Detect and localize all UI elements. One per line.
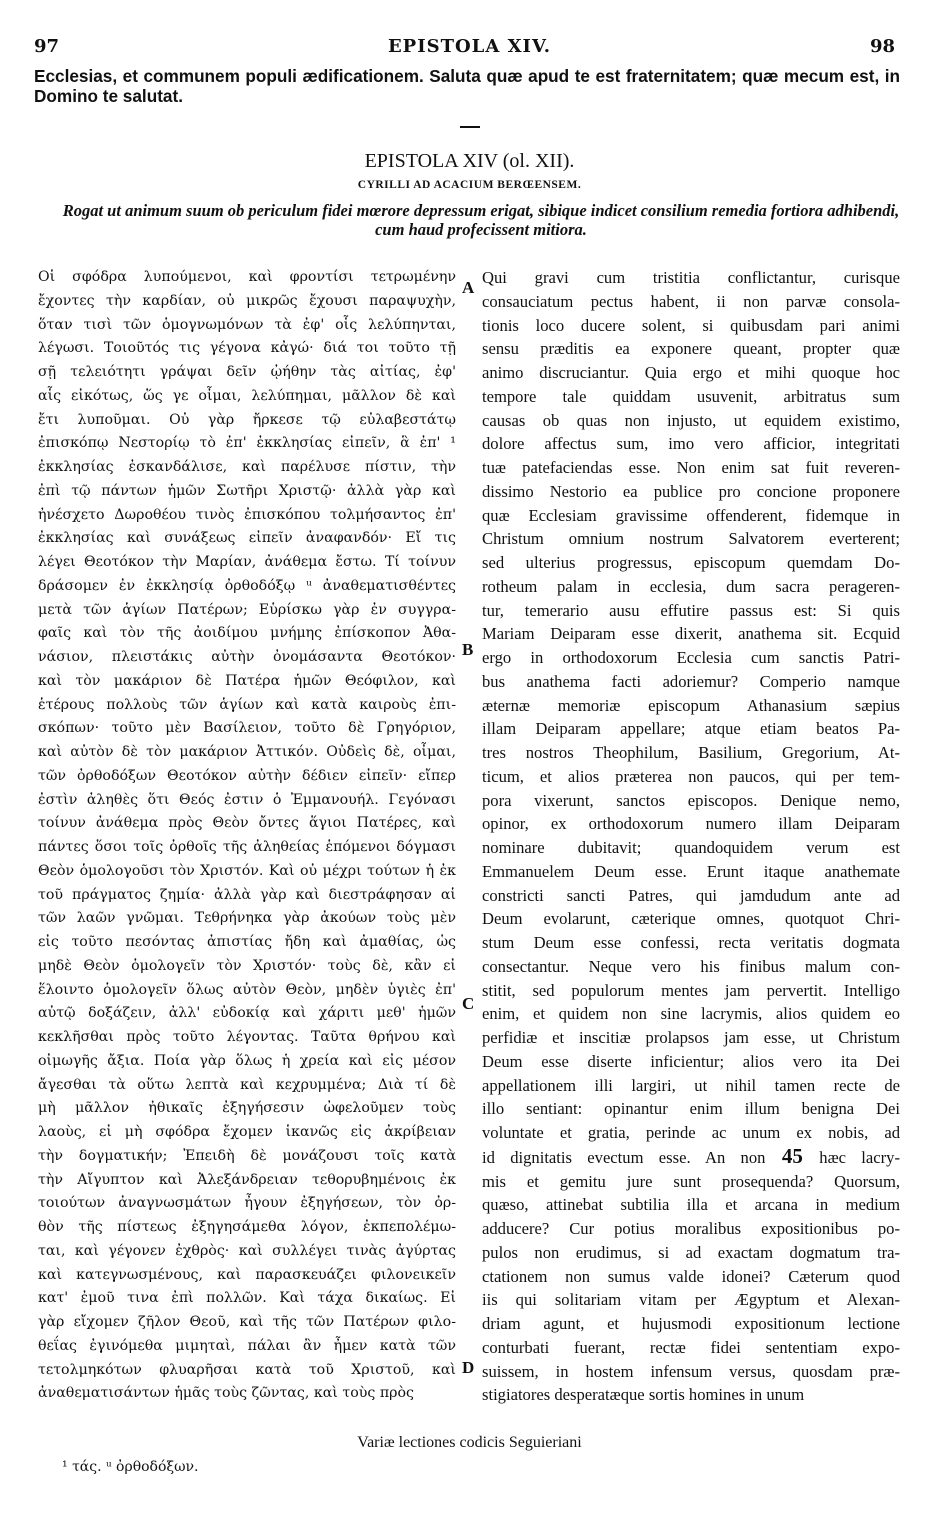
greek-text-line: ἕλοιντο ὁμολογεῖν ὅλως αὐτὸν Θεὸν, μηδὲν ὑγιὲς ἐπ' [38, 981, 456, 998]
latin-text-line: consectantur. Neque vero his finibus malum con- [482, 956, 900, 976]
greek-text-line: τὴν Αἴγυπτον καὶ Ἀλεξάνδρειαν τεθορυβημένοις ἐκ [38, 1171, 456, 1188]
greek-text-line: ἐπὶ τῷ πάντων ἡμῶν Σωτῆρι Χριστῷ· ἀλλὰ γὰρ καὶ [38, 482, 456, 499]
column-number-marker: 45 [765, 1143, 820, 1168]
greek-text-line: καὶ τὸν μακάριον δὲ Πατέρα ἡμῶν Θεόφιλον, καὶ [38, 672, 456, 689]
greek-text-line: ἀναθεματισάντων ἡμᾶς τοὺς ζῶντας, καὶ τοὺς πρὸς [38, 1385, 414, 1402]
page-number-right: 98 [869, 36, 895, 57]
greek-text-line: οἰμωγῆς ἄξια. Ποία γὰρ ὅλως ἡ χρεία καὶ εἰς μέσον [38, 1052, 456, 1069]
greek-text-line: τοιούτων ἀναγνωσμάτων ἦγουν ἐξηγήσεων, τὸν ὀρ- [38, 1195, 456, 1212]
latin-text-line: constricti sancti Patres, qui jamdudum ante ad [482, 885, 900, 905]
latin-text-line: voluntate et gratia, perinde ac unum ex nobis, ad [482, 1123, 900, 1142]
greek-text-line: τὴν δογματικήν; Ἐπειδὴ δὲ μονάζουσι τοῖς κατὰ [38, 1147, 456, 1164]
greek-text-line: θεΐας ἐγινόμεθα μιμηταὶ, πάλαι ἂν ἦμεν κατὰ τῶν [38, 1337, 456, 1354]
greek-text-line: ἠνέσχετο Δωροθέου τινὸς ἐπισκόπου τολμήσαντος ἐπ' [38, 506, 456, 523]
greek-text-line: ἔχοντες τὴν καρδίαν, οὐ μικρῶς ἔχουσι παραψυχὴν, [38, 292, 456, 309]
greek-text-line: ὅταν τισὶ τῶν ὁμογνωμόνων τὰ ἐφ' οἷς λελύπηνται, [38, 316, 456, 333]
greek-text-line: ἐκκλησίας καὶ συνάξεως εἰπεῖν ἀναφανδόν· Εἴ τις [38, 530, 456, 547]
greek-text-line: καὶ αὐτὸν δὲ τὸν μακάριον Ἀττικόν. Οὐδεὶς δὲ, οἶμαι, [38, 744, 456, 760]
greek-text-line: γὰρ εἴχομεν ζῆλον Θεοῦ, καὶ τῆς τῶν Πατέρων φιλο- [38, 1314, 456, 1330]
greek-text-line: αὐτῷ δοξάζειν, ἀλλ' εὐδοκίᾳ καὶ χάριτι μεθ' ἡμῶν [38, 1005, 456, 1022]
latin-text-line: mis et gemitu jure sunt prosequenda? Quorsum, [482, 1171, 900, 1191]
greek-text-line: φαῖς καὶ τὸν τῆς ἀοιδίμου μνήμης ἐπίσκοπον Ἀθα- [38, 625, 456, 642]
latin-text-line: tres nostros Theophilum, Basilium, Gregorium, At- [482, 743, 900, 762]
greek-text-line: ἐκκλησίας ἐσκανδάλισε, καὶ παρέλυσε πίστιν, τὴν [38, 459, 456, 475]
latin-text-line: stitit, sed populorum mentes jam pervertit. Intelligo [482, 980, 900, 1000]
greek-text-line: τοῦ πράγματος ζημία· ἀλλὰ γὰρ καὶ διεστράφησαν αἱ [38, 886, 456, 903]
latin-text-line: illo sentiant: opinantur enim illum benigna Dei [482, 1099, 900, 1119]
footnotes-header: Variæ lectiones codicis Seguieriani [357, 1434, 582, 1451]
latin-text-line: enim, et quidem non sine lacrymis, alios quidem eo [482, 1004, 900, 1024]
greek-text-line: Οἱ σφόδρα λυπούμενοι, καὶ φροντίσι τετρωμένην [38, 269, 456, 285]
latin-text-line: tuæ patefaciendas esse. Non enim sat fuit reveren- [482, 458, 900, 477]
latin-text-line: stigiatores desperatæque sortis homines in unum [482, 1385, 805, 1405]
greek-text-line: ἐστὶν ἀληθὲς ὅτι Θεός ἐστιν ὁ Ἐμμανουήλ. Γεγόνασι [38, 791, 456, 808]
margin-letter-a: A [462, 278, 475, 297]
latin-text-line: ergo in orthodoxorum Ecclesia cum sanctis Patri- [482, 648, 900, 667]
greek-text-line: ἐπισκόπῳ Νεστορίῳ τὸ ἐπ' ἐκκλησίας εἰπεῖν, ἃ ἐπ' ¹ [38, 435, 456, 452]
latin-text-line: bus anathema facti adoriemur? Comperio namque [482, 671, 900, 691]
latin-text-line: Emmanuelem Deum esse. Erunt itaque anathemate [482, 861, 900, 881]
latin-text-line: Deum esse diserte inficientur; alios vero ita Dei [482, 1051, 900, 1071]
latin-text-line: Christum omnium nostrum Salvatorem everterent; [482, 529, 900, 549]
latin-text-line: rotheum palam in ecclesia, dum sacra perageren- [482, 576, 900, 596]
latin-text-line: Mariam Deiparam esse dixerit, anathema sit. Ecquid [482, 624, 900, 644]
greek-text-line: δράσομεν ἐν ἐκκλησίᾳ ὀρθοδόξῳ ᵘ ἀναθεματισθέντες [38, 577, 456, 594]
latin-text-line: animo discruciantur. Quia ergo et mihi quoque hoc [482, 363, 900, 382]
greek-text-line: τοίνυν ἀνάθεμα πρὸς Θεὸν ὄντες ἅγιοι Πατέρες, καὶ [38, 815, 456, 832]
latin-text-line: Deum evolarunt, cæterique omnes, quotquot Chri- [482, 909, 900, 929]
running-head: EPISTOLA XIV. [387, 36, 552, 57]
greek-text-line: ἄγεσθαι τὰ οὕτω λεπτὰ καὶ κεχρυμμένα; Διὰ τί δὲ [38, 1076, 456, 1093]
latin-text-line: dissimo Nestorio ea publice pro concione proponere [482, 481, 900, 501]
latin-text-line: tionis loco ducere solent, si quibusdam pari animi [482, 315, 900, 335]
latin-text-line: ctationem non sumus valde idonei? Cæterum quod [482, 1266, 900, 1286]
argument-summary: Rogat ut animum suum ob periculum fidei mœrore depressum erigat, sibique indicet consilium remedia fortiora adhibendi, cum haud profecissent mitiora. [62, 201, 900, 239]
margin-letter-b: B [462, 640, 474, 659]
latin-text-line: dolore affectus sum, imo vero afficior, integritati [482, 434, 900, 454]
greek-text-line: καὶ κατεγνωσμένους, καὶ παρασκευάζει φιλονεικεῖν [38, 1266, 456, 1283]
latin-text-line: tempore tale quiddam usuvenit, arbitratus sum [482, 386, 900, 406]
greek-text-line: ἑτέρους πολλοὺς τῶν ἁγίων καὶ κατὰ καιροὺς ἐπι- [38, 696, 456, 713]
latin-text-line: consauciatum pectus habent, ii non parvæ consola- [482, 291, 900, 311]
intro-paragraph: Ecclesias, et communem populi ædificationem. Saluta quæ apud te est fraternitatem; quæ mecum est, in Domino te salutat. [34, 66, 900, 106]
latin-text-line: conturbati fuerant, rectæ fidei sententiam expo- [482, 1337, 900, 1357]
latin-text-line: appellationem illi largiri, ut nihil tamen recte de [482, 1075, 900, 1095]
page-number-left: 97 [34, 36, 60, 57]
margin-letter-c: C [462, 994, 475, 1013]
latin-text-line: pulos non erudimus, si ad exactam dogmatum tra- [482, 1242, 900, 1262]
latin-text-line: sensu præditis ea exponere queant, propter quæ [482, 339, 900, 359]
greek-text-line: τῶν ὀρθοδόξων Θεοτόκον αὐτὴν δέδιεν εἰπεῖν· εἴπερ [38, 767, 456, 784]
latin-text-line: æternæ memoriæ episcopum Athanasium sæpius [482, 695, 900, 715]
greek-text-line: μὴ μᾶλλον ἠθικαῖς ἐξηγήσεσιν ὠφελοῦμεν τοὺς [38, 1100, 456, 1117]
greek-text-line: μετὰ τῶν ἁγίων Πατέρων; Εὑρίσκω γὰρ ἐν συγγρα- [38, 601, 456, 618]
latin-text-line: adducere? Cur potius moralibus expositionibus po- [482, 1219, 900, 1238]
margin-letter-d: D [462, 1358, 475, 1377]
latin-text-line: iis qui solitariam vitam per Ægyptum et Alexan- [482, 1290, 900, 1310]
latin-text-line: illam Deiparam appellare; atque etiam beatos Pa- [482, 719, 900, 739]
greek-text-line: θὸν τῆς πίστεως ἐξηγησάμεθα λόγον, ἐκπεπολέμω- [38, 1219, 456, 1235]
latin-text-line: Qui gravi cum tristitia conflictantur, curisque [482, 268, 900, 287]
greek-text-line: μηδὲ Θεὸν ὁμολογεῖν τὸν Χριστόν· τοὺς δὲ, κἂν εἰ [38, 957, 456, 974]
greek-text-line: λαοὺς, εἰ μὴ σφόδρα ἔχομεν ἱκανῶς εἰς ἀκρίβειαν [38, 1124, 456, 1140]
greek-text-line: σκόπων· τοῦτο μὲν Βασίλειον, τοῦτο δὲ Γρηγόριον, [38, 720, 456, 737]
latin-text-line: tur, temerario ausu effutire passus est: Si quis [482, 600, 900, 620]
epistle-title: EPISTOLA XIV (ol. XII). [364, 150, 575, 172]
greek-text-line: Θεὸν ὁμολογοῦσι τὸν Χριστόν. Καὶ οὐ μέχρι τούτων ἡ ἐκ [38, 862, 456, 879]
latin-text-line: driam agunt, et hujusmodi expositionum lectione [482, 1314, 900, 1333]
greek-text-line: τῶν λαῶν γνῶμαι. Τεθρήνηκα γὰρ ἀκούων τοὺς μὲν [38, 910, 456, 927]
footnotes-body: ¹ τάς. ᵘ ὀρθοδόξων. [62, 1459, 199, 1475]
latin-text-line: stum Deum esse confessi, recta veritatis dogmata [482, 933, 900, 952]
greek-text-line: πάντες ὅσοι τοῖς ὀρθοῖς τῆς ἀληθείας ἑπόμενοι δόγμασι [38, 839, 456, 855]
latin-text-line: pora vixerunt, sanctos episcopos. Denique nemo, [482, 790, 900, 810]
greek-text-line: λέγει Θεοτόκον τὴν Μαρίαν, ἀνάθεμα ἔστω. Τί τοίνυν [38, 554, 456, 570]
greek-text-line: ἔτι λυποῦμαι. Οὐ γὰρ ἤρκεσε τῷ εὐλαβεστάτῳ [38, 411, 456, 428]
latin-text-line: opinor, ex orthodoxorum numero illam Deiparam [482, 814, 900, 834]
greek-text-line: σῇ τελειότητι γράψαι δεῖν ᾠήθην τὰς αἰτίας, ἐφ' [38, 364, 456, 380]
greek-text-line: εἰς τοῦτο πεσόντας ἀπιστίας ἤδη καὶ ἀμαθίας, ὡς [38, 934, 456, 950]
greek-text-line: λέγωσι. Τοιοῦτός τις γέγονα κἀγώ· διά τοι τοῦτο τῇ [38, 340, 456, 357]
latin-text-line: quæ Ecclesiam gravissime offenderent, fidemque in [482, 505, 900, 525]
latin-text-line: causas ob quas non injusto, ut equidem existimo, [482, 410, 900, 430]
latin-text-line: ticum, et alios præterea non paucos, qui per tem- [482, 766, 900, 786]
greek-text-line: νάσιον, πλειστάκις αὐτὴν ὀνομάσαντα Θεοτόκον· [38, 649, 456, 665]
greek-column [38, 266, 456, 1406]
greek-text-line: ται, καὶ γέγονεν ἐχθρὸς· καὶ συλλέγει τινὰς ἀγύρτας [38, 1242, 456, 1259]
latin-text-line: perfidiæ et inscitiæ prolapsos jam esse, ut Christum [482, 1028, 900, 1047]
separator-dash [460, 126, 480, 128]
latin-text-line: id dignitatis evectum esse. An non 45 hæc lacry- [482, 1143, 900, 1168]
latin-text-line: suissem, in hostem infensum versus, quosdam præ- [482, 1361, 900, 1381]
latin-text-line: nominare dubitavit; quandoquidem verum est [482, 838, 900, 857]
greek-text-line: κεκλῆσθαι πρὸς τοῦτο λέγοντας. Ταῦτα θρήνου καὶ [38, 1029, 456, 1045]
latin-text-line: quæso, attinebat subtilia illa et arcana in medium [482, 1195, 900, 1215]
latin-text-line: sed ulterius progressus, episcopum quemdam Do- [482, 553, 900, 572]
epistle-subtitle: CYRILLI AD ACACIUM BERŒENSEM. [357, 179, 582, 191]
latin-column [482, 266, 900, 1407]
page-header [0, 0, 939, 60]
greek-text-line: κατ' ἐμοῦ τινα ἐπὶ πολλῶν. Καὶ τάχα δικαίως. Εἰ [38, 1290, 456, 1307]
latin-text-fragment: hæc lacry- [819, 1147, 900, 1167]
greek-text-line: αἷς εἰκότως, ὥς γε οἶμαι, λελύπημαι, μᾶλλον δὲ καὶ [38, 387, 456, 404]
greek-text-line: τετολμηκότων φλυαρῆσαι κατὰ τοῦ Χριστοῦ, καὶ [38, 1361, 456, 1378]
